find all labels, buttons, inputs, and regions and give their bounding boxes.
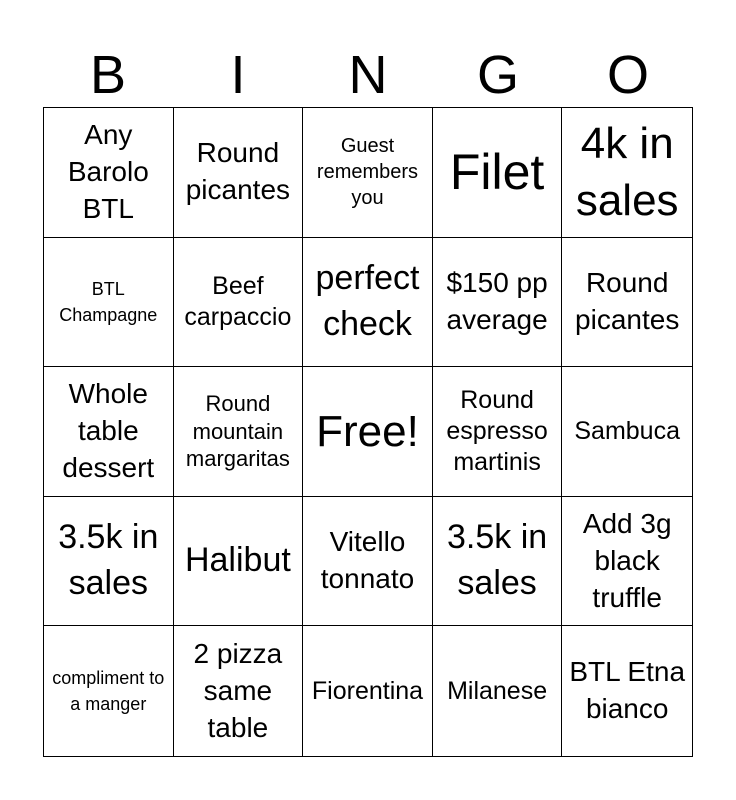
bingo-cell[interactable] [303, 238, 433, 368]
bingo-cell[interactable] [433, 238, 563, 368]
bingo-cell free-space[interactable] [303, 367, 433, 497]
cell-label: $150 pp average [446, 266, 548, 335]
cell-label: Add 3g black truffle [582, 507, 672, 613]
cell-label: Round picantes [185, 137, 291, 206]
cell-label: Whole table dessert [62, 378, 155, 483]
bingo-cell[interactable] [44, 367, 174, 497]
bingo-cell[interactable] [433, 108, 563, 238]
bingo-cell[interactable] [44, 626, 174, 756]
cell-label: compliment to a manger [52, 668, 165, 715]
cell-label: 3.5k in sales [447, 518, 548, 603]
bingo-cell[interactable] [44, 497, 174, 627]
bingo-cell[interactable] [44, 238, 174, 368]
cell-label: Halibut [184, 541, 291, 580]
cell-label: Filet [449, 144, 545, 201]
bingo-cell[interactable] [562, 497, 692, 627]
cell-label: BTL Etna bianco [569, 656, 686, 725]
bingo-cell[interactable] [303, 108, 433, 238]
bingo-cell[interactable] [562, 626, 692, 756]
cell-label: 2 pizza same table [193, 637, 283, 743]
cell-label: Free! [316, 406, 419, 456]
bingo-cell[interactable] [562, 108, 692, 238]
cell-label: Guest remembers you [316, 135, 419, 210]
cell-label: Beef carpaccio [184, 271, 292, 331]
bingo-board [43, 107, 693, 757]
bingo-cell[interactable] [174, 497, 304, 627]
header-letter-o: O [606, 45, 649, 105]
header-letter-g: G [476, 45, 519, 105]
cell-label: Milanese [447, 676, 548, 705]
cell-label: Round picantes [575, 266, 680, 335]
cell-label: perfect check [315, 259, 420, 343]
header-letter-i: I [230, 45, 246, 105]
bingo-cell[interactable] [562, 238, 692, 368]
cell-label: BTL Champagne [59, 278, 158, 325]
bingo-cell[interactable] [433, 367, 563, 497]
bingo-cell[interactable] [433, 497, 563, 627]
cell-label: Round espresso martinis [446, 385, 548, 477]
bingo-cell[interactable] [174, 626, 304, 756]
bingo-cell[interactable] [174, 108, 304, 238]
bingo-cell[interactable] [44, 108, 174, 238]
header-letter-n: N [348, 45, 388, 105]
header-letter-b: B [89, 45, 127, 105]
bingo-header [43, 42, 693, 108]
cell-label: Fiorentina [311, 676, 424, 705]
cell-label: Any Barolo BTL [67, 118, 149, 224]
bingo-cell[interactable] [174, 367, 304, 497]
cell-label: Sambuca [574, 416, 680, 445]
bingo-cell[interactable] [303, 497, 433, 627]
cell-label: 3.5k in sales [58, 518, 159, 603]
bingo-cell[interactable] [562, 367, 692, 497]
bingo-cell[interactable] [303, 626, 433, 756]
cell-label: Round mountain margaritas [185, 391, 290, 472]
bingo-cell[interactable] [174, 238, 304, 368]
cell-label: 4k in sales [575, 119, 679, 226]
cell-label: Vitello tonnato [320, 526, 415, 595]
bingo-cell[interactable] [433, 626, 563, 756]
